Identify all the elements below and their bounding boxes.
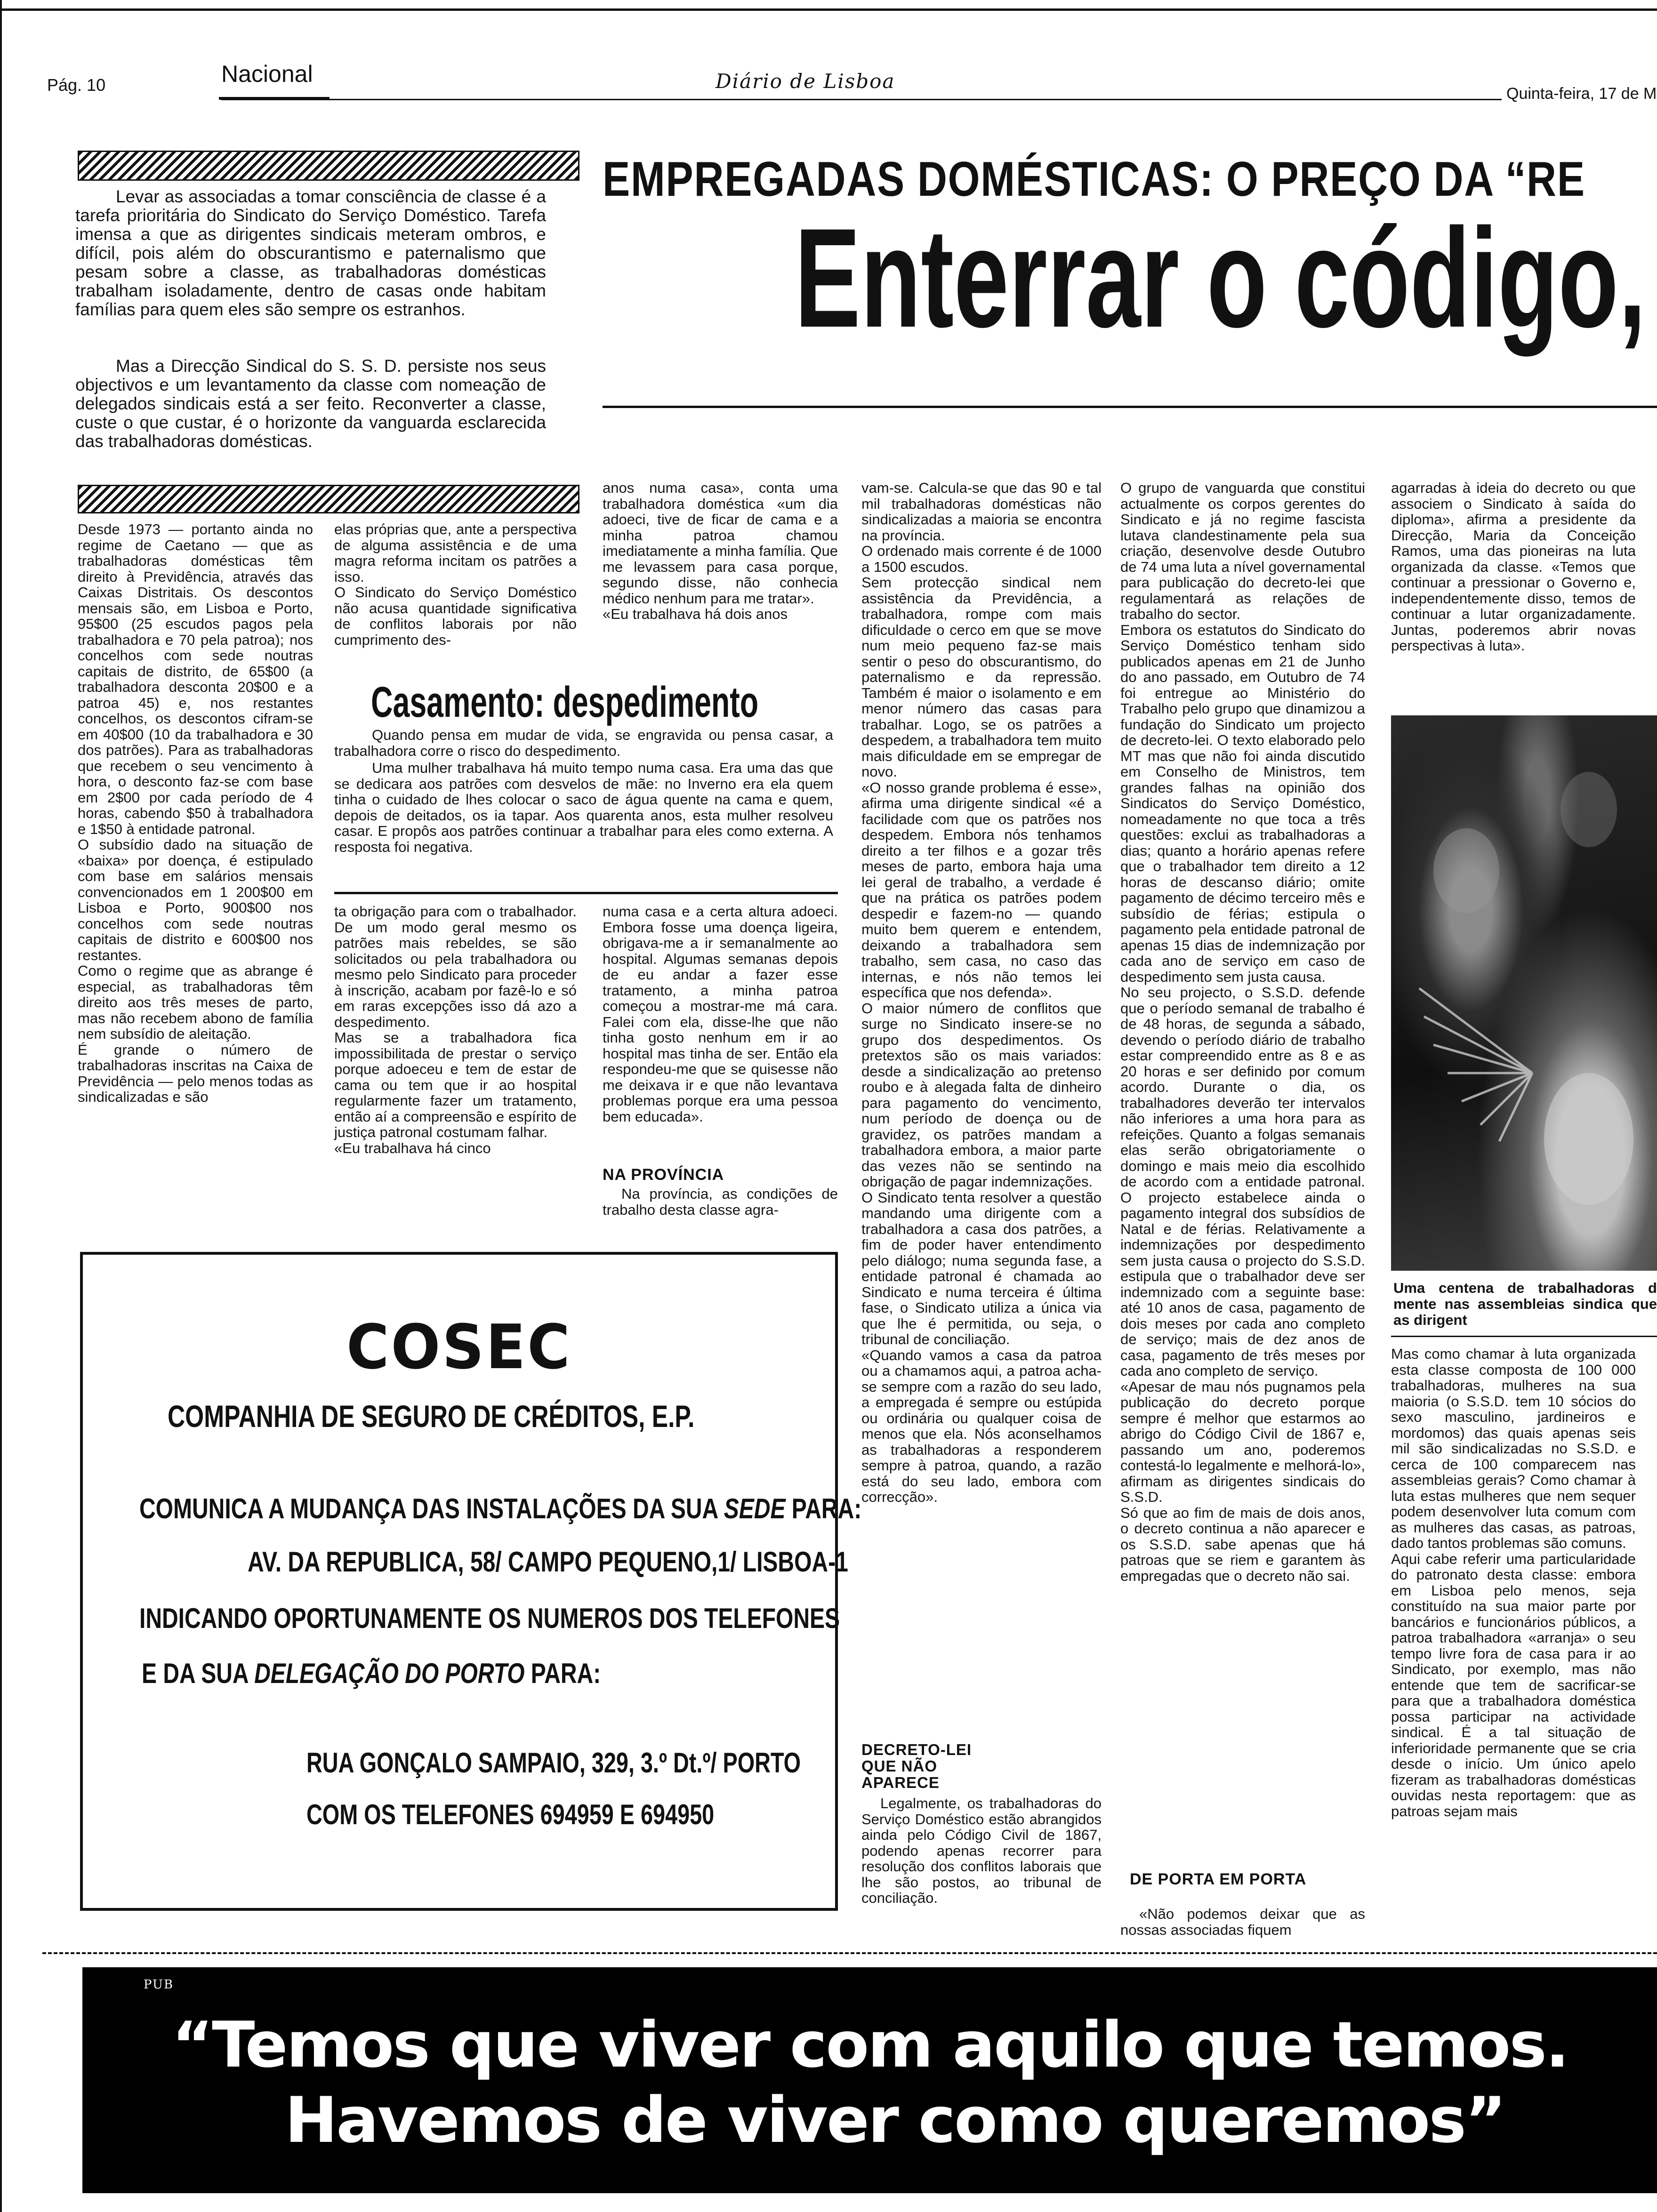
subheading-porta: DE PORTA EM PORTA bbox=[1130, 1870, 1307, 1888]
banner-line-1: “Temos que viver com aquilo que temos. bbox=[172, 2008, 1568, 2082]
column-hatch-bar bbox=[78, 485, 579, 513]
headline-rule bbox=[603, 406, 1657, 408]
article-column-c-bottom: numa casa e a certa altura adoeci. Embora fosse uma doença ligeira, obrigava-me a ir semanalmente ao hospital. Algumas semanas depois de eu andar a fazer esse tratamento, a minha patroa começou a mostrar-me má cara. Falei com ela, disse-lhe que não tinha gosto nenhum em ir ao hospital mas tinha de ser. Então ela respondeu-me que se quisesse não me deixava ir e que não levantava problemas porque era uma pessoa bem educada». bbox=[603, 903, 838, 1125]
feature-box-paragraph-1: Quando pensa em mudar de vida, se engravida ou pensa casar, a trabalhadora corre o risco do despedimento. bbox=[334, 727, 833, 759]
banner-line-2: Havemos de viver como queremos” bbox=[285, 2084, 1505, 2157]
article-column-b-bottom: ta obrigação para com o trabalhador. De um modo geral mesmo os patrões mais rebeldes, se são solicitados ou pela trabalhadora ou mesmo pelo Sindicato para proceder à inscrição, acabam por fazê-lo e só em raras excepções isso dá azo a despedimento. Mas se a trabalhadora fica impossibilitada de prestar o serviço porque adoeceu e tem de estar de cama ou tem que ir ao hospital regularmente fazer um tratamento, então aí a compreensão e espírito de justiça patronal costumam falhar. «Eu trabalhava há cinco bbox=[334, 903, 577, 1156]
subheading-decreto: DECRETO-LEI QUE NÃO APARECE bbox=[861, 1741, 972, 1791]
feature-box-title: Casamento: despedimento bbox=[371, 678, 759, 726]
subheading-provincia: NA PROVÍNCIA bbox=[603, 1166, 724, 1184]
cosec-line-2: AV. DA REPUBLICA, 58/ CAMPO PEQUENO,1/ LISBOA-1 bbox=[248, 1546, 848, 1578]
paper-name: Diário de Lisboa bbox=[716, 70, 895, 93]
cosec-line-3: INDICANDO OPORTUNAMENTE OS NUMEROS DOS TELEFONES bbox=[139, 1603, 840, 1634]
article-column-c-provincia: Na província, as condições de trabalho desta classe agra- bbox=[603, 1186, 838, 1218]
cosec-line-6: COM OS TELEFONES 694959 E 694950 bbox=[306, 1799, 715, 1830]
bottom-banner bbox=[82, 1967, 1657, 2193]
page-number: Pág. 10 bbox=[47, 75, 106, 95]
cosec-advertisement bbox=[80, 1252, 862, 1911]
top-border bbox=[0, 8, 1657, 11]
left-edge-rule bbox=[0, 0, 2, 2212]
article-column-f-top: agarradas à ideia do decreto ou que associem o Sindicato à saída do diploma», afirma a presidente da Direcção, Maria da Conceição Ramos, uma das pioneiras na luta organizada da classe. «Temos que continuar a pressionar o Governo e, independentemente disso, temos de continuar a lutar organizadamente. Juntas, poderemos abrir novas perspectivas à luta». bbox=[1391, 480, 1636, 654]
article-column-e-porta: «Não podemos deixar que as nossas associadas fiquem bbox=[1120, 1906, 1365, 1938]
article-column-b-top: elas próprias que, ante a perspectiva de alguma assistência e de uma magra reforma incitam os patrões a isso. O Sindicato do Serviço Doméstico não acusa quantidade significativa de conflitos laborais por não cumprimento des- bbox=[334, 521, 577, 648]
assembly-photo bbox=[1391, 715, 1657, 1271]
cosec-company: COMPANHIA DE SEGURO DE CRÉDITOS, E.P. bbox=[168, 1399, 695, 1434]
feature-box-paragraph-2: Uma mulher trabalhava há muito tempo numa casa. Era uma das que se dedicara aos patrões com desvelos de mãe: no Inverno era ela quem tinha o cuidado de lhes colocar o saco de água quente na cama e quem, depois de deitados, os ia tapar. Aos quarenta anos, esta mulher resolveu casar. E propôs aos patrões continuar a trabalhar para eles como externa. A resposta foi negativa. bbox=[334, 760, 833, 855]
section-name: Nacional bbox=[221, 61, 313, 87]
cosec-logo: COSEC bbox=[346, 1311, 572, 1383]
intro-paragraph-2: Mas a Direcção Sindical do S. S. D. persiste nos seus objectivos e um levantamento da classe com nomeação de delegados sindicais está a ser feito. Reconverter a classe, custe o que custar, é o horizonte da vanguarda esclarecida das trabalhadoras domésticas. bbox=[75, 356, 546, 451]
photo-caption: Uma centena de trabalhadoras d mente nas assembleias sindica que as dirigent bbox=[1393, 1280, 1657, 1328]
kicker-headline: EMPREGADAS DOMÉSTICAS: O PREÇO DA “RE bbox=[603, 152, 1585, 207]
article-column-d: vam-se. Calcula-se que das 90 e tal mil trabalhadoras domésticas não sindicalizadas a maioria se encontra na província. O ordenado mais corrente é de 1000 a 1500 escudos. Sem protecção sindical nem assistência da Previdência, a trabalhadora, rompe com mais dificuldade o cerco em que se move num meio pequeno faz-se mais sentir o peso do obscurantismo, do paternalismo e da repressão. Também é maior o isolamento e em menor número das casas para trabalhar. Logo, se os patrões a despedem, a trabalhadora tem muito mais dificuldade em se empregar de novo. «O nosso grande problema é esse», afirma uma dirigente sindical «é a facilidade com que os patrões nos despedem. Embora nós tenhamos direito a ter filhos e a gozar três meses de parto, embora haja uma lei geral de trabalho, a verdade é que na prática os patrões podem despedir e fazem-no — quando muito bem querem e entendem, deixando a trabalhadora sem trabalho, sem casa, no caso das internas, e nós não temos lei específica que nos defenda». O maior número de conflitos que surge no Sindicato insere-se no grupo dos despedimentos. Os pretextos são os mais variados: desde a sindicalização ao pretenso roubo e à alegada falta de dinheiro para pagamento do vencimento, num período de doença ou de gravidez, os patrões mandam a trabalhadora embora, a maior parte das vezes não se sentindo na obrigação de pagar indemnizações. O Sindicato tenta resolver a questão mandando uma dirigente com a trabalhadora a casa dos patrões, a fim de poder haver entendimento pelo diálogo; numa segunda fase, a entidade patronal é chamada ao Sindicato e numa terceira é última fase, o Sindicato utiliza a única via que lhe é permitida, ou seja, o tribunal de conciliação. «Quando vamos a casa da patroa ou a chamamos aqui, a patroa acha-se sempre com a razão do seu lado, a empregada é sempre ou estúpida ou ordinária ou qualquer coisa de menos que ela. Nós aconselhamos as trabalhadoras a responderem sempre à patroa, quando, a razão está do seu lado, embora com correcção». bbox=[861, 480, 1102, 1505]
cosec-line-4: E DA SUA DELEGAÇÃO DO PORTO PARA: bbox=[142, 1658, 601, 1689]
bottom-separator bbox=[42, 1952, 1657, 1954]
fan-shape bbox=[1391, 715, 1657, 1271]
caption-rule bbox=[1391, 1336, 1657, 1337]
feature-box bbox=[334, 668, 838, 894]
article-column-c-top: anos numa casa», conta uma trabalhadora doméstica «um dia adoeci, tive de ficar de cama e a minha patroa chamou imediatamente a minha família. Que me levassem para casa porque, segundo disse, não conhecia médico nenhum para me tratar». «Eu trabalhava há dois anos bbox=[603, 480, 838, 622]
masthead-rule bbox=[221, 99, 1502, 100]
article-column-f-bottom: Mas como chamar à luta organizada esta classe composta de 100 000 trabalhadoras, mulheres na sua maioria (o S.S.D. tem 10 sócios do sexo masculino, jardineiros e mordomos) das quais apenas seis mil são sindicalizadas no S.S.D. e cerca de 100 comparecem nas assembleias gerais? Como chamar à luta estas mulheres que nem sequer podem desenvolver luta comum com as mulheres das casas, as patroas, dado tantos problemas são comuns. Aqui cabe referir uma particularidade do patronato desta classe: embora em Lisboa pelo menos, seja constituído na sua maior parte por bancários e funcionários públicos, a patroa trabalhadora «arranja» o seu tempo livre fora de casa para ir ao Sindicato, por exemplo, mas não entende que tem de sacrificar-se para que a trabalhadora doméstica possa participar na actividade sindical. É a tal situação de inferioridade permanente que se cria desde o início. Um único apelo fizeram as trabalhadoras domésticas ouvidas nesta reportagem: que as patroas sejam mais bbox=[1391, 1346, 1636, 1819]
cosec-line-5: RUA GONÇALO SAMPAIO, 329, 3.º Dt.º/ PORTO bbox=[306, 1747, 801, 1779]
intro-hatch-bar bbox=[78, 151, 579, 181]
cosec-line-1: COMUNICA A MUDANÇA DAS INSTALAÇÕES DA SUA SEDE PARA: bbox=[139, 1493, 862, 1524]
main-headline: Enterrar o código, bbox=[795, 199, 1646, 357]
article-column-d-decreto: Legalmente, os trabalhadoras do Serviço Doméstico estão abrangidos ainda pelo Código Civil de 1867, podendo apenas recorrer para resolução dos conflitos laborais que lhe são postos, ao tribunal de conciliação. bbox=[861, 1795, 1102, 1906]
issue-date: Quinta-feira, 17 de M bbox=[1506, 85, 1657, 103]
banner-tag: PUB bbox=[144, 1978, 174, 1992]
intro-paragraph-1: Levar as associadas a tomar consciência de classe é a tarefa prioritária do Sindicato do Serviço Doméstico. Tarefa imensa a que as dirigentes sindicais meteram ombros, e difícil, pois além do obscurantismo e paternalismo que pesam sobre a classe, as trabalhadoras domésticas trabalham isoladamente, dentro de casas onde habitam famílias para quem eles são sempre os estranhos. bbox=[75, 187, 546, 319]
article-column-a: Desde 1973 — portanto ainda no regime de Caetano — que as trabalhadoras domésticas têm direito à Previdência, através das Caixas Distritais. Os descontos mensais são, em Lisboa e Porto, 95$00 (25 escudos pagos pela trabalhadora e 70 pela patroa); nos concelhos com sede noutras capitais de distrito, de 65$00 (a trabalhadora desconta 20$00 e a patroa 45) e, nos restantes concelhos, os descontos cifram-se em 40$00 (10 da trabalhadora e 30 dos patrões). Para as trabalhadoras que recebem o seu vencimento à hora, o desconto faz-se com base em 2$00 por cada período de 4 horas, cabendo $50 à trabalhadora e 1$50 à entidade patronal. O subsídio dado na situação de «baixa» por doença, é estipulado com base em salários mensais convencionados em 1 200$00 em Lisboa e Porto, 900$00 nos concelhos com sede noutras capitais de distrito e 600$00 nos restantes. Como o regime que as abrange é especial, as trabalhadoras têm direito aos três meses de parto, mas não recebem abono de família nem subsídio de aleitação. É grande o número de trabalhadoras inscritas na Caixa de Previdência — pelo menos todas as sindicalizadas e são bbox=[78, 521, 313, 1105]
article-column-e: O grupo de vanguarda que constitui actualmente os corpos gerentes do Sindicato e já no regime fascista lutava clandestinamente pela sua criação, desenvolve desde Outubro de 74 uma luta a nível governamental para publicação do decreto-lei que regulamentará as relações de trabalho do sector. Embora os estatutos do Sindicato do Serviço Doméstico tenham sido publicados apenas em 21 de Junho do ano passado, em Outubro de 74 foi entregue ao Ministério do Trabalho pelo grupo que dinamizou a fundação do Sindicato um projecto de decreto-lei. O texto elaborado pelo MT mas que não foi ainda discutido em Conselho de Ministros, tem grandes falhas na opinião dos Sindicatos do Serviço Doméstico, nomeadamente no que toca a três questões: exclui as trabalhadoras a dias; quanto a horário apenas refere que o trabalhador tem direito a 12 horas de descanso diário; omite pagamento de décimo terceiro mês e subsídio de férias; estipula o pagamento pela entidade patronal de apenas 15 dias de indemnização por cada ano de serviço em caso de despedimento sem justa causa. No seu projecto, o S.S.D. defende que o período semanal de trabalho é de 48 horas, de segunda a sábado, devendo o período diário de trabalho estar compreendido entre as 8 e as 20 horas e ser definido por comum acordo. Durante o dia, os trabalhadores deverão ter intervalos não inferiores a uma hora para as refeições. Quanto a folgas semanais elas serão obrigatoriamente o domingo e mais meio dia escolhido de acordo com a entidade patronal. O projecto estabelece ainda o pagamento integral dos subsídios de Natal e de férias. Relativamente a indemnizações por despedimento sem justa causa o projecto do S.S.D. estipula que o trabalhador deve ser indemnizado com a seguinte base: até 10 anos de casa, pagamento de dois meses por cada ano completo de serviço; mais de dez anos de casa, pagamento de três meses por cada ano completo de serviço. «Apesar de mau nós pugnamos pela publicação do decreto porque sempre é melhor que estarmos ao abrigo do Código Civil de 1867 e, passando um ano, poderemos contestá-lo legalmente e melhorá-lo», afirmam as dirigentes sindicais do S.S.D. Só que ao fim de mais de dois anos, o decreto continua a não aparecer e os S.S.D. sabe apenas que há patroas que se riem e garantem às empregadas que o decreto não sai. bbox=[1120, 480, 1365, 1584]
